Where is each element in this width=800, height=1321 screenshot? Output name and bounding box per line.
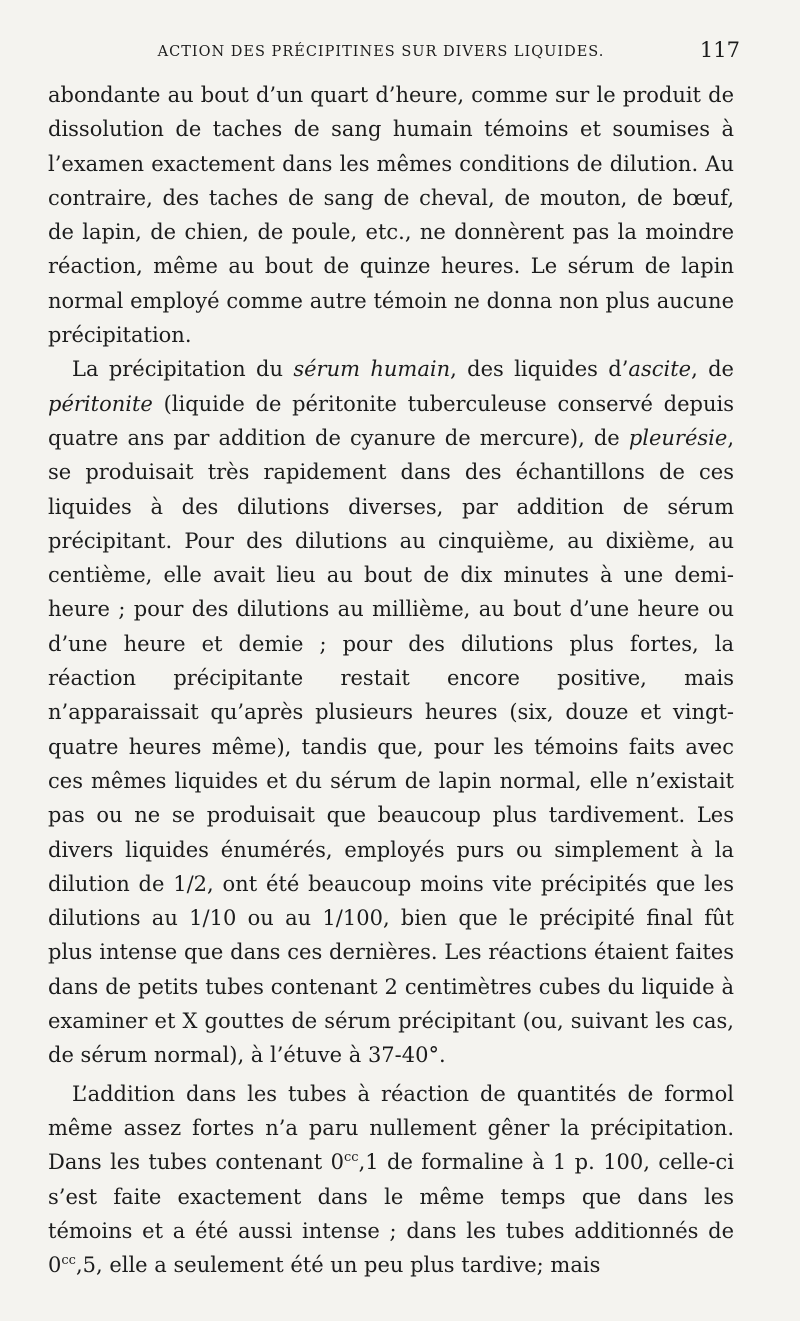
paragraph bbox=[48, 78, 734, 352]
superscript: cc bbox=[344, 1150, 359, 1166]
text-run: abondante au bout d’un quart d’heure, comme sur le produit de dissolution de taches de sang humain témoins et soumises à l’examen exactement dans les mêmes conditions de dilution. Au contraire, des taches de sang de cheval, de mouton, de bœuf, de lapin, de chien, de poule, etc., ne donnèrent pas la moindre réaction, même au bout de quinze heures. Le sérum de lapin normal employé comme autre témoin ne donna non plus aucune précipitation. bbox=[48, 83, 734, 348]
italic-term: sérum humain bbox=[293, 357, 451, 382]
running-title: ACTION DES PRÉCIPITINES SUR DIVERS LIQUIDES. bbox=[157, 44, 605, 60]
text-run: , de bbox=[691, 357, 734, 382]
text-run: ,5, elle a seulement été un peu plus tardive; mais bbox=[75, 1253, 601, 1278]
running-head bbox=[48, 38, 740, 78]
page-number: 117 bbox=[699, 38, 740, 62]
body-text bbox=[48, 78, 734, 1282]
superscript: cc bbox=[61, 1253, 76, 1269]
text-run: (liquide de péritonite tuberculeuse conservé depuis quatre ans par addition de cyanure de mercure), de bbox=[48, 391, 734, 450]
italic-term: péritonite bbox=[48, 391, 153, 416]
text-run: L’addition dans les tubes à réaction de quantités de formol même assez fortes n’a paru nullement gêner la précipitation. Dans les tubes contenant 0 bbox=[48, 1081, 734, 1175]
paragraph bbox=[48, 352, 734, 1072]
text-run: ,1 de formaline à 1 p. 100, celle-ci s’est faite exactement dans le même temps que dans les témoins et a été aussi intense ; dans les tubes additionnés de 0 bbox=[48, 1150, 734, 1278]
italic-term: ascite bbox=[628, 357, 692, 382]
text-run: La précipitation du bbox=[72, 357, 294, 382]
italic-term: pleurésie bbox=[628, 425, 728, 450]
text-run: , des liquides d’ bbox=[450, 357, 629, 382]
text-run: , se produisait très rapidement dans des échantillons de ces liquides à des dilutions diverses, par addition de sérum précipitant. Pour des dilutions au cinquième, au dixième, au centième, elle avait lieu au bout de dix minutes à une demi-heure ; pour des dilutions au millième, au bout d’une heure ou d’une heure et demie ; pour des dilutions plus fortes, la réaction précipitante restait encore positive, mais n’apparaissait qu’après plusieurs heures (six, douze et vingt-quatre heures même), tandis que, pour les témoins faits avec ces mêmes liquides et du sérum de lapin normal, elle n’existait pas ou ne se produisait que beaucoup plus tardivement. Les divers liquides énumérés, employés purs ou simplement à la dilution de 1/2, ont été beaucoup moins vite précipités que les dilutions au 1/10 ou au 1/100, bien que le précipité final fût plus intense que dans ces dernières. Les réactions étaient faites dans de petits tubes contenant 2 centimètres cubes du liquide à examiner et X gouttes de sérum précipitant (ou, suivant les cas, de sérum normal), à l’étuve à 37-40°. bbox=[48, 425, 734, 1068]
paragraph bbox=[48, 1077, 734, 1283]
